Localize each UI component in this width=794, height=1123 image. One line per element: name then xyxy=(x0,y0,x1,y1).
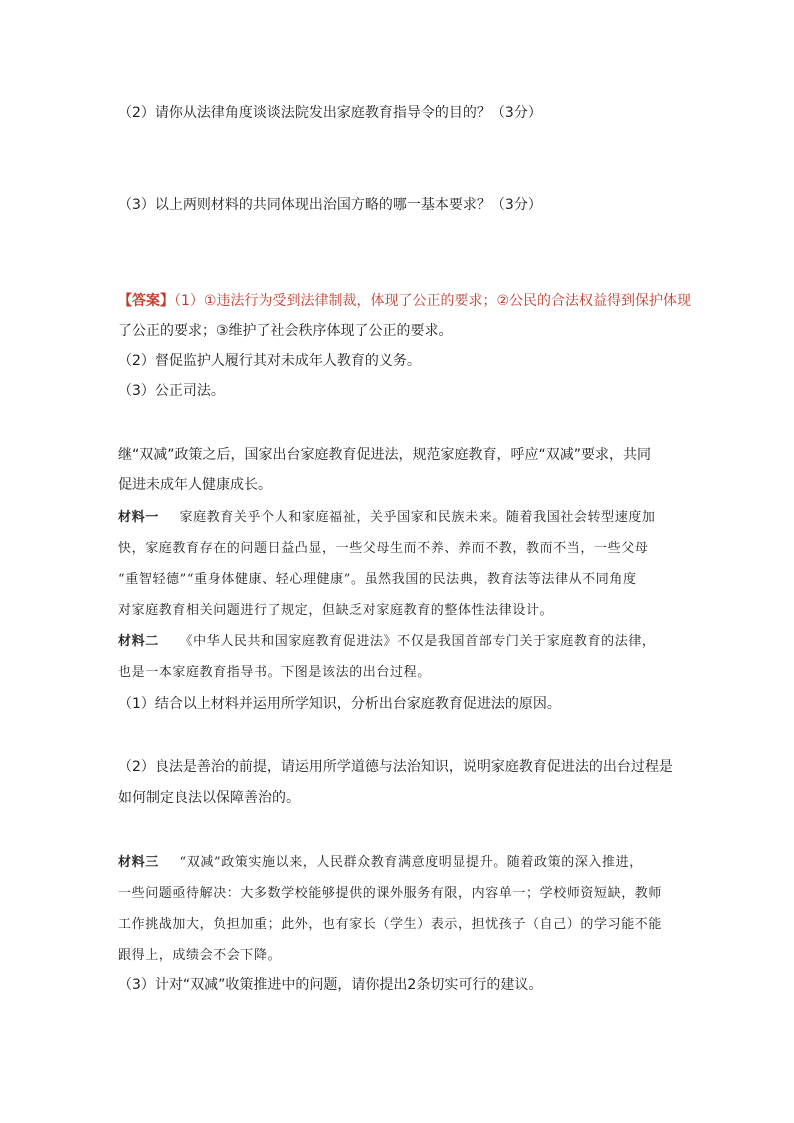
answer-part3: （3）公正司法。 xyxy=(118,383,225,399)
question-2: （2）请你从法律角度谈谈法院发出家庭教育指导令的目的？（3分） xyxy=(118,105,542,121)
material2-line-1 xyxy=(118,632,656,652)
intro-line-1: 继“双减”政策之后，国家出台家庭教育促进法，规范家庭教育，呼应“双减”要求，共同 xyxy=(118,447,652,463)
material3-label: 材料三 xyxy=(118,855,159,870)
material1-line-1 xyxy=(118,508,656,528)
material1-line-4: 对家庭教育相关问题进行了规定，但缺乏对家庭教育的整体性法律设计。 xyxy=(118,603,554,618)
sub-question-2-line-2: 如何制定良法以保障善治的。 xyxy=(118,790,300,806)
material3-line-2: 一些问题亟待解决：大多数学校能够提供的课外服务有限，内容单一；学校师资短缺，教师 xyxy=(118,886,663,901)
sub-question-1: （1）结合以上材料并运用所学知识，分析出台家庭教育促进法的原因。 xyxy=(118,696,561,712)
material1-text-1: 家庭教育关乎个人和家庭福祉，关乎国家和民族未来。随着我国社会转型速度加 xyxy=(179,510,656,525)
intro-line-2: 促进未成年人健康成长。 xyxy=(118,477,272,493)
answer-part1: （1）①违法行为受到法律制裁，体现了公正的要求；②公民的合法权益得到保护体现 xyxy=(174,293,692,309)
question-3: （3）以上两则材料的共同体现出治国方略的哪一基本要求？（3分） xyxy=(118,197,542,213)
material1-label: 材料一 xyxy=(118,510,159,525)
material1-line-2: 快，家庭教育存在的问题日益凸显，一些父母生而不养、养而不教，教而不当，一些父母 xyxy=(118,541,649,556)
material3-line-1 xyxy=(118,853,643,873)
material3-text-1: “双减”政策实施以来，人民群众教育满意度明显提升。随着政策的深入推进， xyxy=(179,855,643,870)
material1-line-3: “重智轻德”“重身体健康、轻心理健康”。虽然我国的民法典，教育法等法律从不同角度 xyxy=(118,572,637,587)
answer-line-1 xyxy=(118,291,691,311)
material3-line-4: 跟得上，成绩会不会下降。 xyxy=(118,948,282,963)
material2-label: 材料二 xyxy=(118,634,159,649)
sub-question-3: （3）计对“双减”收策推进中的问题，请你提出2条切实可行的建议。 xyxy=(118,977,543,993)
answer-label: 【答案】 xyxy=(118,293,174,309)
answer-line-2: 了公正的要求；③维护了社会秩序体现了公正的要求。 xyxy=(118,323,453,339)
material3-line-3: 工作挑战加大，负担加重；此外，也有家长（学生）表示，担忧孩子（自己）的学习能不能 xyxy=(118,917,663,932)
answer-part2: （2）督促监护人履行其对未成年人教育的义务。 xyxy=(118,353,421,369)
sub-question-2-line-1: （2）良法是善治的前提，请运用所学道德与法治知识，说明家庭教育促进法的出台过程是 xyxy=(118,759,673,775)
material2-text-1: 《中华人民共和国家庭教育促进法》不仅是我国首部专门关于家庭教育的法律， xyxy=(179,634,656,649)
material2-line-2: 也是一本家庭教育指导书。下图是该法的出台过程。 xyxy=(118,665,431,680)
